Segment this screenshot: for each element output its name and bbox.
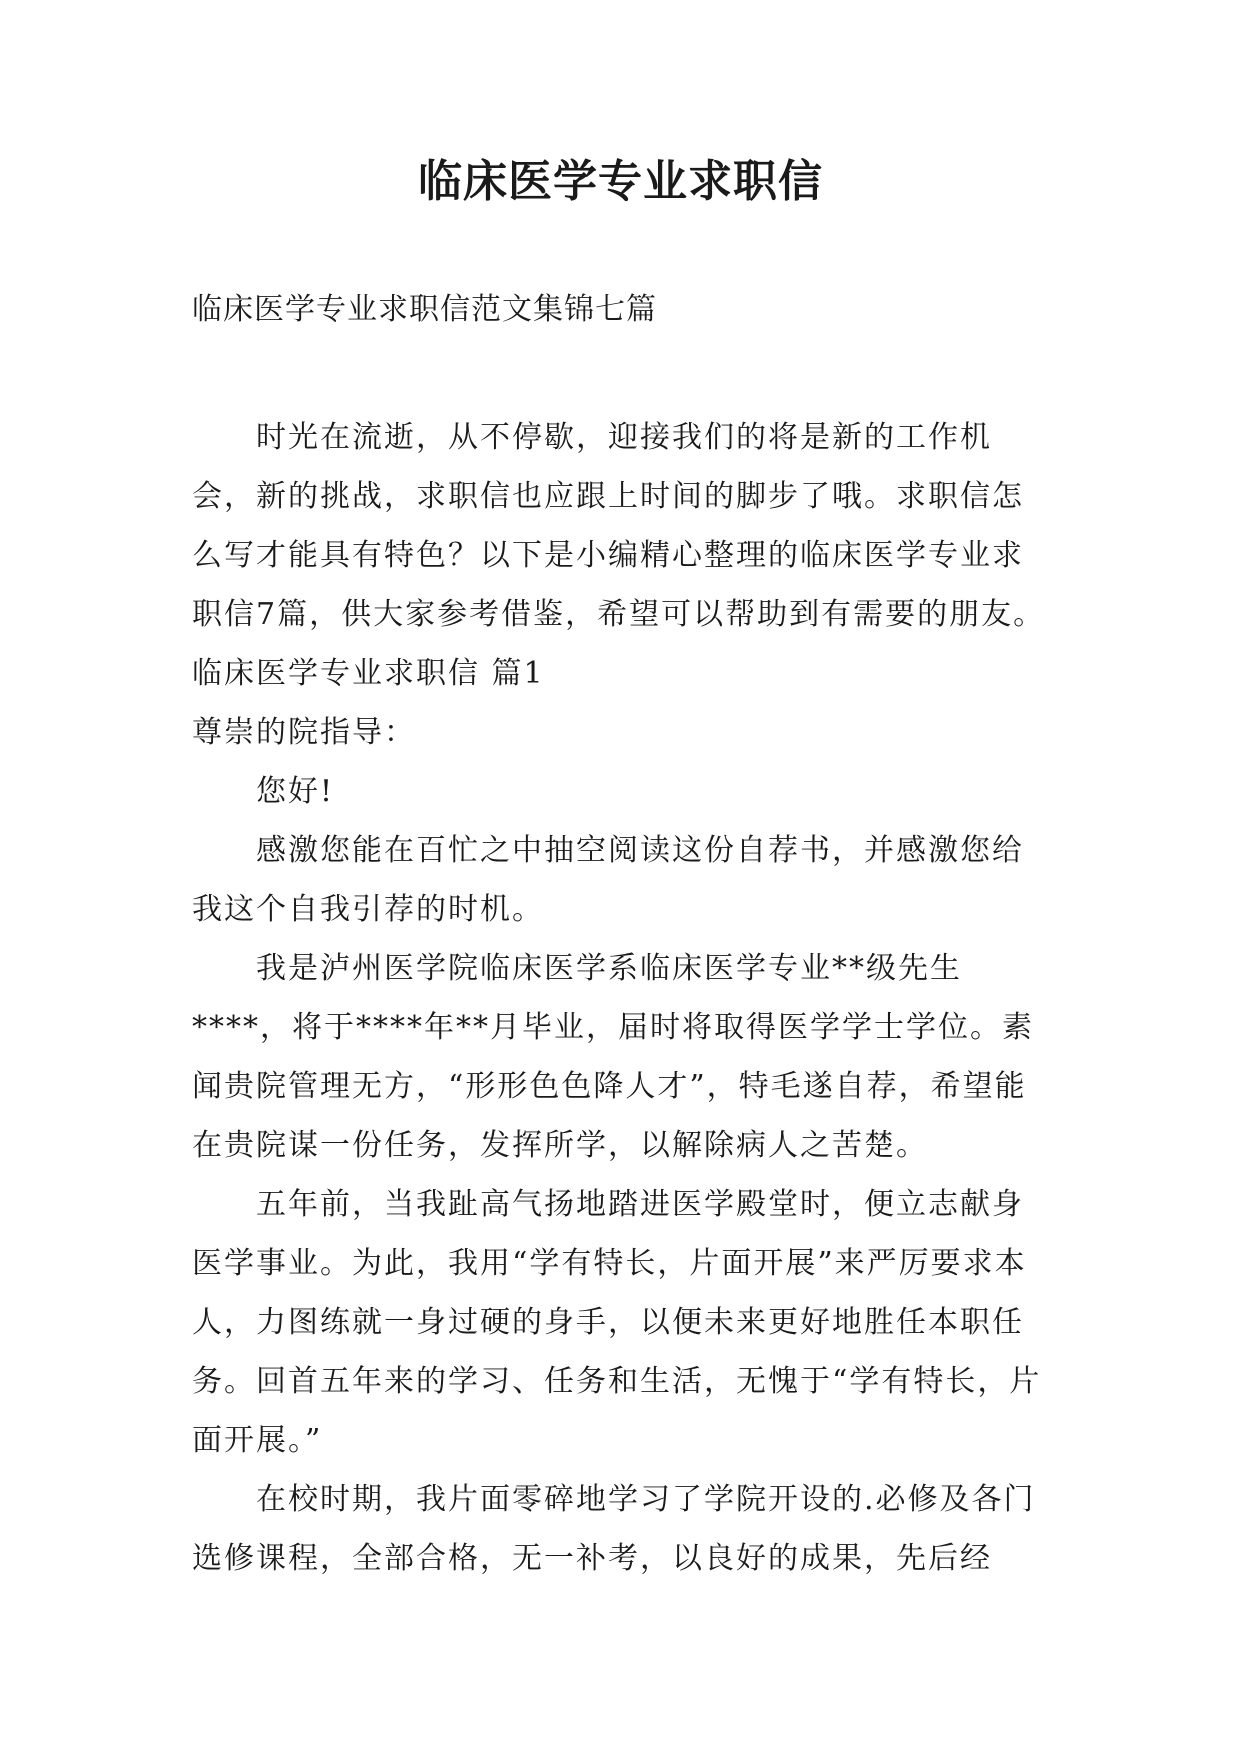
paragraph: 感激您能在百忙之中抽空阅读这份自荐书，并感激您给我这个自我引荐的时机。 (192, 833, 1024, 927)
section-heading: 临床医学专业求职信 篇1 (192, 656, 545, 691)
greeting: 您好! (256, 774, 335, 809)
paragraph: 在校时期，我片面零碎地学习了学院开设的.必修及各门选修课程，全部合格，无一补考，以良好的成果，先后经 (192, 1482, 1036, 1576)
salutation: 尊崇的院指导： (192, 715, 416, 750)
paragraph: 我是泸州医学院临床医学系临床医学专业**级先生****，将于****年**月毕业，届时将取得医学学士学位。素闻贵院管理无方，“形形色色降人才”，特毛遂自荐，希望能在贵院谋一份任务，发挥所学，以解除病人之苦楚。 (192, 951, 1034, 1163)
document-body (192, 408, 1054, 1588)
document-title: 临床医学专业求职信 (418, 156, 823, 207)
document-subtitle: 临床医学专业求职信范文集锦七篇 (192, 292, 657, 327)
paragraph: 五年前，当我趾高气扬地踏进医学殿堂时，便立志献身医学事业。为此，我用“学有特长，片面开展”来严厉要求本人，力图练就一身过硬的身手，以便未来更好地胜任本职任务。回首五年来的学习、任务和生活，无愧于“学有特长，片面开展。” (192, 1187, 1042, 1458)
paragraph-intro: 时光在流逝，从不停歇，迎接我们的将是新的工作机会，新的挑战，求职信也应跟上时间的脚步了哦。求职信怎么写才能具有特色？以下是小编精心整理的临床医学专业求职信7篇，供大家参考借鉴，希望可以帮助到有需要的朋友。 (192, 420, 1046, 632)
